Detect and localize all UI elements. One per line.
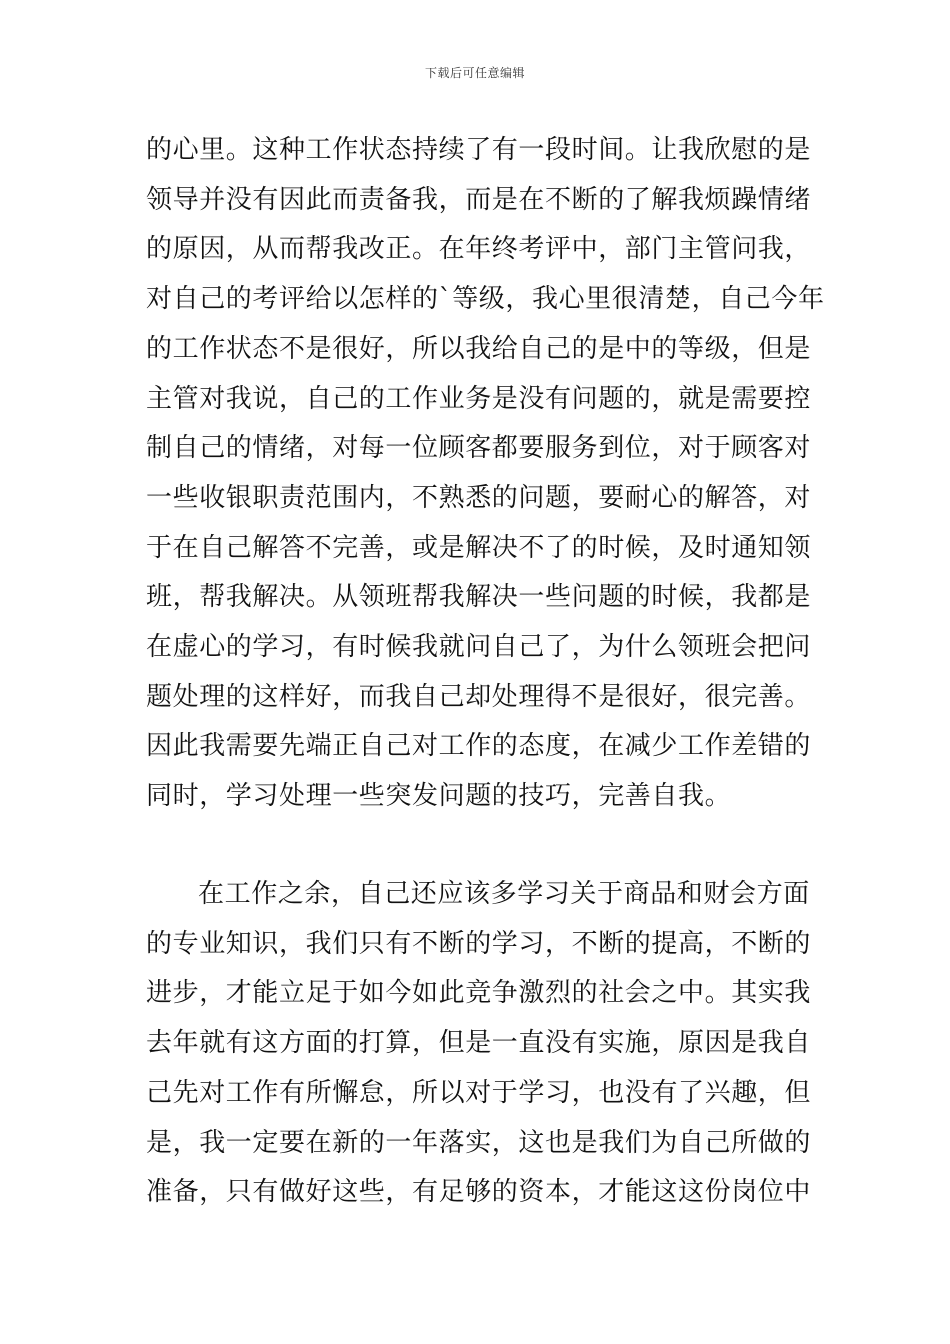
paragraph-2 [146,870,816,1218]
paragraph-line: 一些收银职责范围内，不熟悉的问题，要耐心的解答，对 [146,482,812,513]
paragraph-line: 去年就有这方面的打算，但是一直没有实施，原因是我自 [146,1028,812,1059]
paragraph-line: 己先对工作有所懈怠，所以对于学习，也没有了兴趣，但 [146,1077,812,1108]
paragraph-line: 的工作状态不是很好，所以我给自己的是中的等级，但是 [146,333,812,364]
header-note: 下载后可任意编辑 [424,66,525,80]
paragraph-line: 同时，学习处理一些突发问题的技巧，完善自我。 [146,781,732,812]
paragraph-line: 是，我一定要在新的一年落实，这也是我们为自己所做的 [146,1127,812,1158]
paragraph-line: 于在自己解答不完善，或是解决不了的时候，及时通知领 [146,532,812,563]
paragraph-line: 班，帮我解决。从领班帮我解决一些问题的时候，我都是 [146,582,812,613]
paragraph-1 [146,126,825,822]
paragraph-line: 主管对我说，自己的工作业务是没有问题的，就是需要控 [146,383,812,414]
paragraph-line: 准备，只有做好这些，有足够的资本，才能这这份岗位中 [146,1177,812,1208]
paragraph-line: 制自己的情绪，对每一位顾客都要服务到位，对于顾客对 [146,433,812,464]
paragraph-line: 因此我需要先端正自己对工作的态度，在减少工作差错的 [146,731,812,762]
paragraph-line: 在虚心的学习，有时候我就问自己了，为什么领班会把问 [146,632,812,663]
paragraph-line: 的心里。这种工作状态持续了有一段时间。让我欣慰的是 [146,135,812,165]
paragraph-line: 进步，才能立足于如今如此竞争激烈的社会之中。其实我 [146,978,812,1009]
paragraph-line: 在工作之余，自己还应该多学习关于商品和财会方面 [198,879,810,909]
paragraph-line: 的专业知识，我们只有不断的学习，不断的提高，不断的 [146,928,812,959]
paragraph-line: 题处理的这样好，而我自己却处理得不是很好，很完善。 [146,681,812,712]
paragraph-line: 的原因，从而帮我改正。在年终考评中，部门主管问我， [146,234,812,265]
paragraph-line: 对自己的考评给以怎样的`等级，我心里很清楚，自己今年 [146,284,825,315]
paragraph-line: 领导并没有因此而责备我，而是在不断的了解我烦躁情绪 [146,184,812,215]
